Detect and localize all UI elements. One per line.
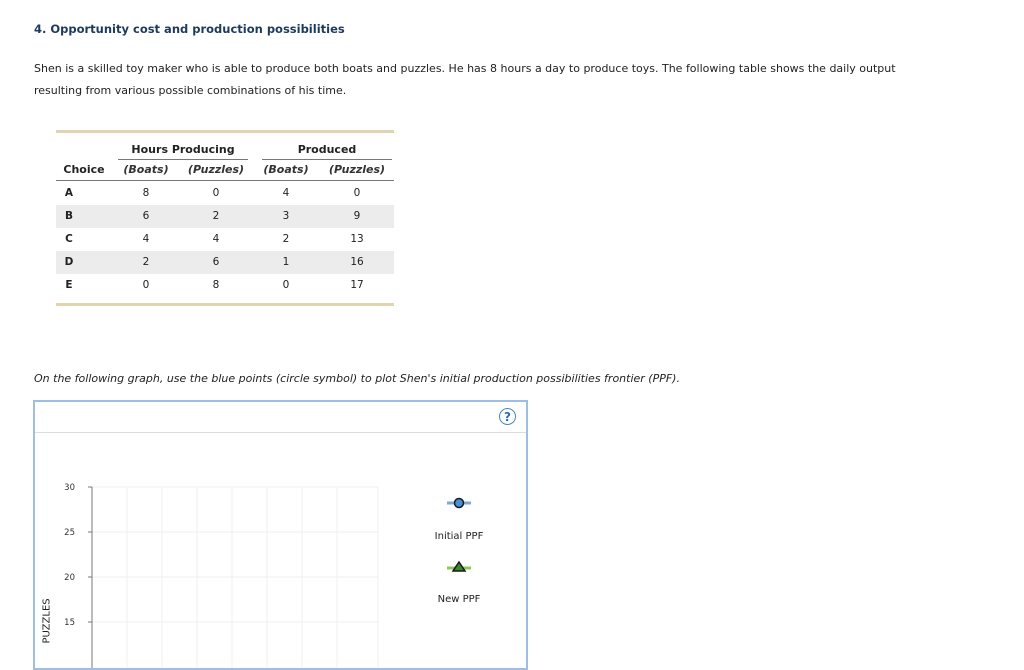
header-choice: Choice	[63, 163, 105, 176]
table-bottom-rule	[56, 303, 394, 306]
row-hours-boats: 0	[142, 279, 150, 291]
table-row	[56, 228, 394, 251]
initial-ppf-circle-icon	[455, 499, 464, 508]
row-hours-puzzles: 0	[212, 187, 220, 199]
group-hours-underline	[118, 159, 248, 160]
table-row	[56, 251, 394, 274]
row-choice: E	[65, 279, 73, 291]
graph-instruction: On the following graph, use the blue points (circle symbol) to plot Shen's initial production possibilities frontier (PPF).	[34, 372, 680, 385]
row-choice: D	[64, 256, 74, 268]
graph-panel	[33, 400, 528, 670]
row-hours-puzzles: 4	[212, 233, 220, 245]
intro-text: Shen is a skilled toy maker who is able to produce both boats and puzzles. He has 8 hours a day to produce toys. The following table shows the daily output resulting from various possible combinations of his time.	[34, 62, 896, 97]
header-hours-boats: (Boats)	[123, 163, 169, 176]
row-puzzles: 13	[350, 233, 364, 245]
page-title: 4. Opportunity cost and production possibilities	[34, 22, 345, 36]
row-boats: 4	[282, 187, 290, 199]
row-choice: C	[65, 233, 73, 245]
table-row	[56, 205, 394, 228]
header-underline	[56, 180, 394, 181]
row-hours-boats: 4	[142, 233, 150, 245]
row-boats: 2	[282, 233, 290, 245]
legend-new-ppf-label: New PPF	[437, 594, 481, 605]
row-choice: A	[64, 187, 74, 199]
grid	[92, 487, 378, 668]
row-hours-puzzles: 6	[212, 256, 220, 268]
y-axis-label: PUZZLES	[41, 598, 53, 644]
y-tick-label-20: 20	[64, 573, 75, 583]
row-puzzles: 16	[350, 256, 364, 268]
table-row	[56, 182, 394, 205]
y-tick-label-15: 15	[64, 618, 75, 628]
legend-initial-ppf-label: Initial PPF	[434, 531, 484, 542]
group-produced: Produced	[297, 143, 357, 156]
row-hours-boats: 8	[142, 187, 150, 199]
table-row	[56, 274, 394, 297]
row-hours-puzzles: 8	[212, 279, 220, 291]
row-puzzles: 9	[353, 210, 361, 222]
y-tick-label-30: 30	[64, 483, 75, 493]
legend-new-ppf-tool[interactable]	[447, 562, 471, 571]
legend-initial-ppf-tool[interactable]	[447, 499, 471, 508]
row-boats: 3	[282, 210, 290, 222]
y-ticks	[64, 483, 92, 628]
row-boats: 0	[282, 279, 290, 291]
row-choice: B	[64, 210, 73, 222]
group-hours-producing: Hours Producing	[131, 143, 235, 156]
help-icon[interactable]: ?	[499, 408, 516, 425]
table-top-rule	[56, 130, 394, 133]
header-produced-puzzles: (Puzzles)	[328, 163, 386, 176]
row-hours-puzzles: 2	[212, 210, 220, 222]
header-hours-puzzles: (Puzzles)	[187, 163, 245, 176]
y-tick-label-25: 25	[64, 528, 75, 538]
row-boats: 1	[282, 256, 290, 268]
row-hours-boats: 6	[142, 210, 150, 222]
group-produced-underline	[262, 159, 392, 160]
header-produced-boats: (Boats)	[263, 163, 309, 176]
row-hours-boats: 2	[142, 256, 150, 268]
row-puzzles: 17	[350, 279, 364, 291]
row-puzzles: 0	[353, 187, 361, 199]
